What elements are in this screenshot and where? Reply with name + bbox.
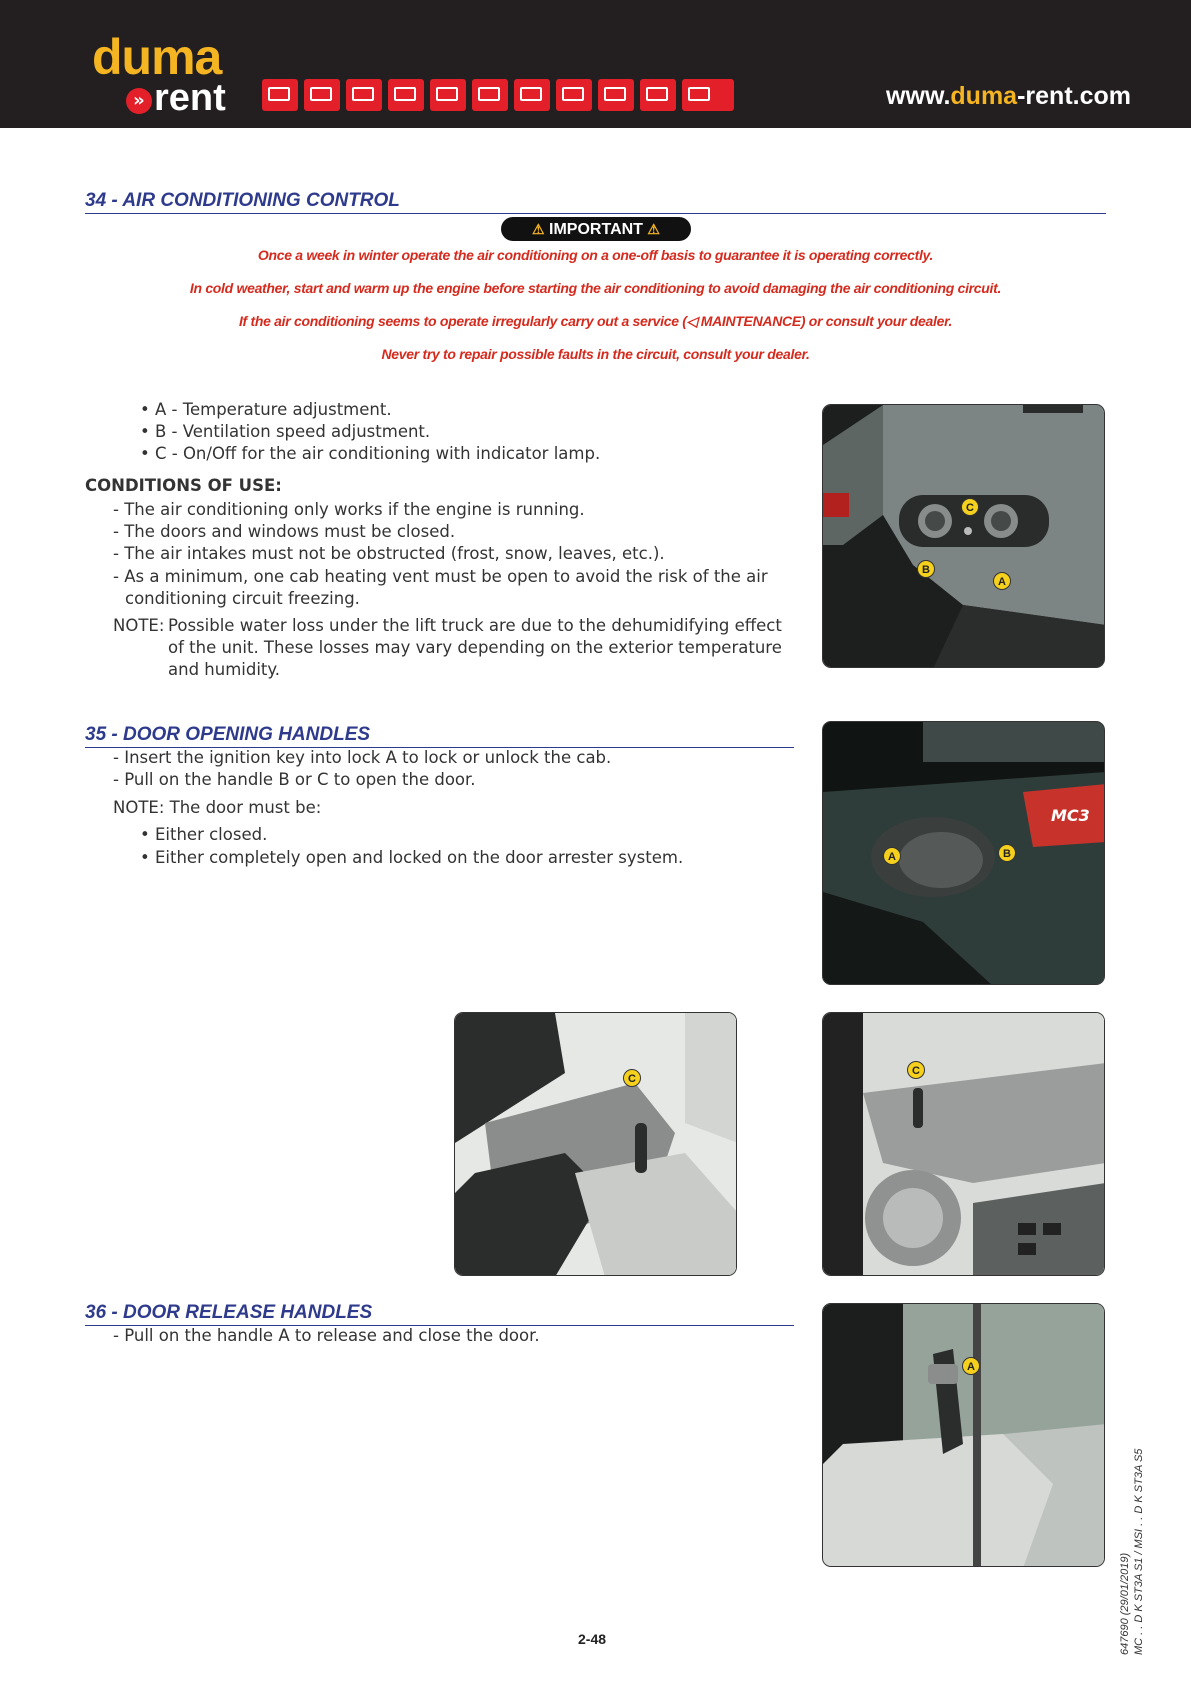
bullet-a: • A - Temperature adjustment. <box>140 400 392 419</box>
marker-c: C <box>623 1069 641 1087</box>
condition-1: - The air conditioning only works if the engine is running. <box>113 500 585 519</box>
photo-door-handle-interior-2 <box>822 1012 1105 1276</box>
photo-door-handle-exterior <box>822 721 1105 985</box>
photo-door-release-handle <box>822 1303 1105 1567</box>
crane-icon <box>598 79 634 111</box>
logo-rent-text: rent <box>154 77 226 119</box>
marker-c: C <box>907 1061 925 1079</box>
s36-line-1: - Pull on the handle A to release and close the door. <box>113 1326 540 1345</box>
warning-line-3: If the air conditioning seems to operate irregularly carry out a service (◁ MAINTENANCE) or consult your dealer. <box>238 313 953 329</box>
note-line-3: and humidity. <box>168 660 281 679</box>
s35-line-1: - Insert the ignition key into lock A to lock or unlock the cab. <box>113 748 612 767</box>
document-reference: 647690 (29/01/2019) MC . . D K ST3A S1 / MSI . . D K ST3A S5 <box>1119 1448 1145 1655</box>
excavator-icon <box>556 79 592 111</box>
bullet-c: • C - On/Off for the air conditioning with indicator lamp. <box>140 444 601 463</box>
section-36-title: 36 - DOOR RELEASE HANDLES <box>85 1302 794 1326</box>
condition-2: - The doors and windows must be closed. <box>113 522 456 541</box>
tractor-icon <box>430 79 466 111</box>
warning-icon: ⚠ <box>647 221 660 237</box>
note-label: NOTE: <box>113 616 165 635</box>
machine-icons-strip <box>262 79 734 111</box>
bullet-b: • B - Ventilation speed adjustment. <box>140 422 431 441</box>
condition-3: - The air intakes must not be obstructed (frost, snow, leaves, etc.). <box>113 544 665 563</box>
important-badge: ⚠ IMPORTANT ⚠ <box>501 217 691 241</box>
photo-door-handle-interior-1 <box>454 1012 737 1276</box>
compact-loader-icon <box>388 79 424 111</box>
mini-excavator-icon <box>514 79 550 111</box>
logo-duma-text: duma <box>92 29 222 85</box>
page-header <box>0 0 1191 128</box>
warning-line-1: Once a week in winter operate the air conditioning on a one-off basis to guarantee it is operating correctly. <box>257 247 934 263</box>
scissor-lift-icon <box>346 79 382 111</box>
marker-a: A <box>993 572 1011 590</box>
trailer-icon <box>682 79 734 111</box>
logo-chevron-icon: » <box>126 88 152 114</box>
skid-steer-icon <box>472 79 508 111</box>
section-35-title: 35 - DOOR OPENING HANDLES <box>85 724 794 748</box>
warning-icon: ⚠ <box>532 221 545 237</box>
marker-a: A <box>962 1357 980 1375</box>
boom-lift-icon <box>640 79 676 111</box>
note-line-2: of the unit. These losses may vary depending on the exterior temperature <box>168 638 782 657</box>
note-line-1: Possible water loss under the lift truck are due to the dehumidifying effect <box>168 616 782 635</box>
marker-b: B <box>998 844 1016 862</box>
s35-line-2: - Pull on the handle B or C to open the door. <box>113 770 476 789</box>
warning-line-2: In cold weather, start and warm up the engine before starting the air conditioning to avoid damaging the air conditioning circuit. <box>189 280 1002 296</box>
warning-line-4: Never try to repair possible faults in the circuit, consult your dealer. <box>381 346 810 362</box>
conditions-heading: CONDITIONS OF USE: <box>85 476 282 495</box>
marker-c: C <box>961 498 979 516</box>
condition-4: - As a minimum, one cab heating vent must be open to avoid the risk of the air <box>113 567 768 586</box>
machine-model-badge: MC3 <box>1051 806 1090 825</box>
s35-note: NOTE: The door must be: <box>113 798 322 817</box>
marker-b: B <box>917 560 935 578</box>
photo-air-conditioning-control <box>822 404 1105 668</box>
s35-note-bullet-1: • Either closed. <box>140 825 268 844</box>
website-link[interactable]: www.duma-rent.com <box>886 82 1131 110</box>
marker-a: A <box>883 847 901 865</box>
forklift-icon <box>304 79 340 111</box>
page-number: 2-48 <box>578 1631 607 1647</box>
s35-note-bullet-2: • Either completely open and locked on the door arrester system. <box>140 848 684 867</box>
section-34-title: 34 - AIR CONDITIONING CONTROL <box>85 190 1106 214</box>
condition-4-cont: conditioning circuit freezing. <box>125 589 360 608</box>
telehandler-icon <box>262 79 298 111</box>
